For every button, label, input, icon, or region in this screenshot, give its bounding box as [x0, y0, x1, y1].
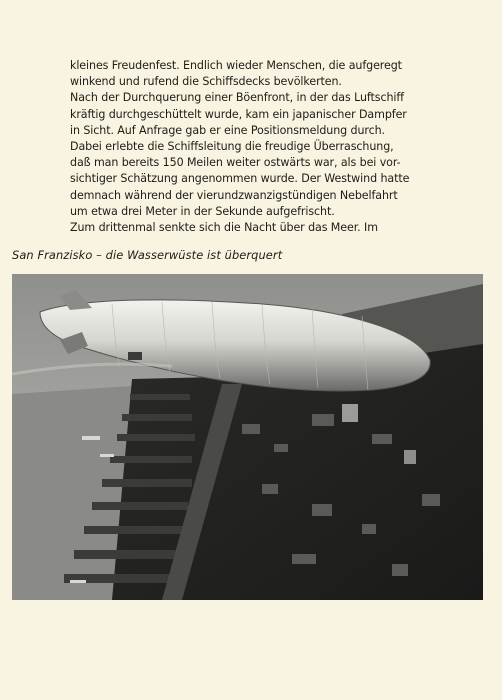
text-line: sichtiger Schätzung angenommen wurde. Der Westwind hatte — [70, 172, 410, 186]
text-line: Zum drittenmal senkte sich die Nacht über das Meer. Im — [70, 220, 378, 234]
text-line: kräftig durchgeschüttelt wurde, kam ein japanischer Dampfer — [70, 107, 407, 121]
text-line: winkend und rufend die Schiffsdecks bevölkerten. — [70, 75, 342, 89]
text-line: um etwa drei Meter in der Sekunde aufgefrischt. — [70, 204, 335, 218]
photo-airship-over-city — [12, 274, 483, 600]
text-line: demnach während der vierundzwanzigstündigen Nebelfahrt — [70, 188, 398, 202]
photo-caption: San Franzisko – die Wasserwüste ist überquert — [12, 248, 283, 262]
text-line: Nach der Durchquerung einer Böenfront, in der das Luftschiff — [70, 91, 404, 105]
text-line: in Sicht. Auf Anfrage gab er eine Positionsmeldung durch. — [70, 123, 385, 137]
text-line: kleines Freudenfest. Endlich wieder Menschen, die aufgeregt — [70, 59, 402, 72]
text-line: daß man bereits 150 Meilen weiter ostwärts war, als bei vor- — [70, 156, 401, 170]
text-line: Dabei erlebte die Schiffsleitung die freudige Überraschung, — [70, 139, 394, 153]
body-paragraph — [70, 58, 432, 236]
